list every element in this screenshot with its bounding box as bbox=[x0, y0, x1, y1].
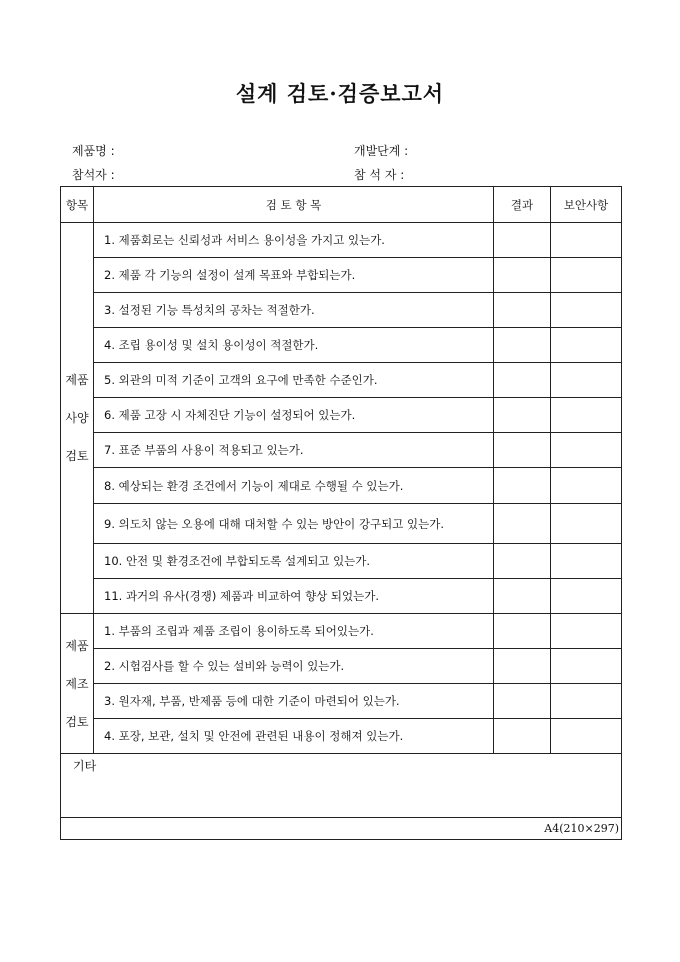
header-result: 결과 bbox=[494, 187, 551, 223]
table-row bbox=[61, 293, 622, 328]
footer-row bbox=[61, 818, 622, 840]
review-table bbox=[60, 186, 622, 840]
header-remarks: 보안사항 bbox=[551, 187, 622, 223]
table-row bbox=[61, 649, 622, 684]
result-cell[interactable] bbox=[494, 544, 551, 579]
etc-cell[interactable]: 기타 bbox=[61, 754, 622, 818]
category-word: 검토 bbox=[65, 714, 89, 729]
header-items: 검 토 항 목 bbox=[94, 187, 494, 223]
result-cell[interactable] bbox=[494, 719, 551, 754]
review-item-text: 9. 의도치 않는 오용에 대해 대처할 수 있는 방안이 강구되고 있는가. bbox=[94, 504, 494, 544]
remarks-cell[interactable] bbox=[551, 258, 622, 293]
review-item-text: 11. 과거의 유사(경쟁) 제품과 비교하여 향상 되었는가. bbox=[94, 579, 494, 614]
table-row bbox=[61, 504, 622, 544]
table-row bbox=[61, 328, 622, 363]
remarks-cell[interactable] bbox=[551, 328, 622, 363]
category-word: 검토 bbox=[65, 449, 89, 463]
result-cell[interactable] bbox=[494, 579, 551, 614]
result-cell[interactable] bbox=[494, 398, 551, 433]
table-row bbox=[61, 719, 622, 754]
header-category: 항목 bbox=[61, 187, 94, 223]
result-cell[interactable] bbox=[494, 293, 551, 328]
paper-size-label: A4(210×297) bbox=[61, 818, 622, 840]
remarks-cell[interactable] bbox=[551, 504, 622, 544]
review-item-text: 1. 제품회로는 신뢰성과 서비스 용이성을 가지고 있는가. bbox=[94, 223, 494, 258]
result-cell[interactable] bbox=[494, 468, 551, 504]
review-item-text: 7. 표준 부품의 사용이 적용되고 있는가. bbox=[94, 433, 494, 468]
table-row bbox=[61, 579, 622, 614]
review-item-text: 2. 제품 각 기능의 설정이 설계 목표와 부합되는가. bbox=[94, 258, 494, 293]
table-row bbox=[61, 258, 622, 293]
category-cell bbox=[61, 223, 94, 614]
category-word: 사양 bbox=[65, 411, 89, 425]
product-name-label: 제품명 : bbox=[72, 144, 115, 158]
remarks-cell[interactable] bbox=[551, 433, 622, 468]
table-row bbox=[61, 468, 622, 504]
category-word: 제조 bbox=[65, 676, 89, 691]
remarks-cell[interactable] bbox=[551, 719, 622, 754]
table-row bbox=[61, 363, 622, 398]
review-item-text: 4. 조립 용이성 및 설치 용이성이 적절한가. bbox=[94, 328, 494, 363]
result-cell[interactable] bbox=[494, 433, 551, 468]
result-cell[interactable] bbox=[494, 328, 551, 363]
result-cell[interactable] bbox=[494, 223, 551, 258]
result-cell[interactable] bbox=[494, 504, 551, 544]
table-row bbox=[61, 223, 622, 258]
review-item-text: 1. 부품의 조립과 제품 조립이 용이하도록 되어있는가. bbox=[94, 614, 494, 649]
remarks-cell[interactable] bbox=[551, 544, 622, 579]
remarks-cell[interactable] bbox=[551, 293, 622, 328]
category-word: 제품 bbox=[65, 638, 89, 653]
review-item-text: 5. 외관의 미적 기준이 고객의 요구에 만족한 수준인가. bbox=[94, 363, 494, 398]
review-item-text: 8. 예상되는 환경 조건에서 기능이 제대로 수행될 수 있는가. bbox=[94, 468, 494, 504]
table-header-row bbox=[61, 187, 622, 223]
remarks-cell[interactable] bbox=[551, 223, 622, 258]
etc-row bbox=[61, 754, 622, 818]
result-cell[interactable] bbox=[494, 684, 551, 719]
result-cell[interactable] bbox=[494, 258, 551, 293]
table-row bbox=[61, 398, 622, 433]
attendee-label: 참석자 : bbox=[72, 168, 115, 182]
table-row bbox=[61, 433, 622, 468]
remarks-cell[interactable] bbox=[551, 579, 622, 614]
result-cell[interactable] bbox=[494, 363, 551, 398]
remarks-cell[interactable] bbox=[551, 649, 622, 684]
review-item-text: 6. 제품 고장 시 자체진단 기능이 설정되어 있는가. bbox=[94, 398, 494, 433]
table-row bbox=[61, 684, 622, 719]
document-title: 설계 검토·검증보고서 bbox=[235, 81, 445, 106]
attendee-label-2: 참 석 자 : bbox=[354, 168, 405, 182]
remarks-cell[interactable] bbox=[551, 684, 622, 719]
review-item-text: 4. 포장, 보관, 설치 및 안전에 관련된 내용이 정해져 있는가. bbox=[94, 719, 494, 754]
development-stage-label: 개발단계 : bbox=[354, 144, 409, 158]
review-item-text: 2. 시험검사를 할 수 있는 설비와 능력이 있는가. bbox=[94, 649, 494, 684]
review-item-text: 10. 안전 및 환경조건에 부합되도록 설계되고 있는가. bbox=[94, 544, 494, 579]
remarks-cell[interactable] bbox=[551, 363, 622, 398]
table-row bbox=[61, 544, 622, 579]
remarks-cell[interactable] bbox=[551, 398, 622, 433]
category-cell bbox=[61, 614, 94, 754]
result-cell[interactable] bbox=[494, 614, 551, 649]
category-word: 제품 bbox=[65, 373, 89, 387]
review-item-text: 3. 원자재, 부품, 반제품 등에 대한 기준이 마련되어 있는가. bbox=[94, 684, 494, 719]
result-cell[interactable] bbox=[494, 649, 551, 684]
remarks-cell[interactable] bbox=[551, 468, 622, 504]
table-row bbox=[61, 614, 622, 649]
review-item-text: 3. 설정된 기능 특성치의 공차는 적절한가. bbox=[94, 293, 494, 328]
remarks-cell[interactable] bbox=[551, 614, 622, 649]
